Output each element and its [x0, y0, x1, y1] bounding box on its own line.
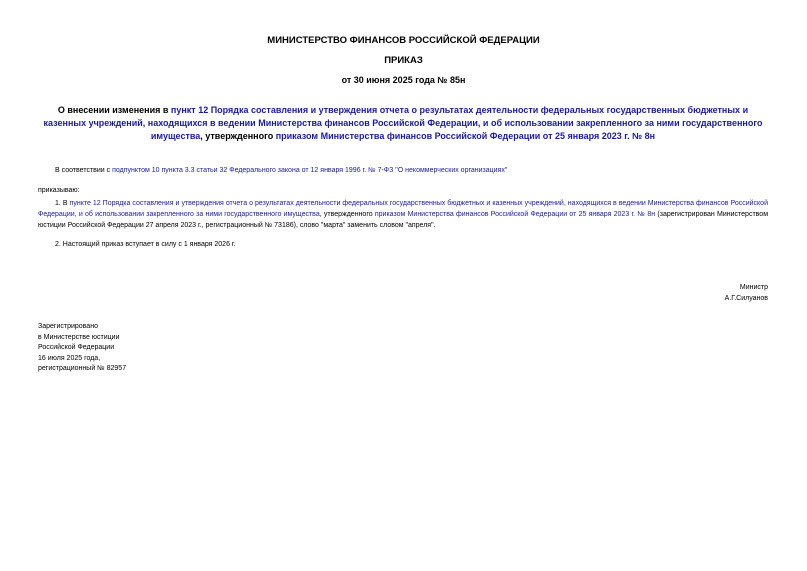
doc-date-number: от 30 июня 2025 года № 85н	[341, 75, 466, 85]
signature-block	[725, 282, 768, 304]
registration-block	[38, 322, 126, 375]
item1-middle: , утвержденного	[319, 211, 375, 218]
title-link-order[interactable]: приказом Министерства финансов Российской Федерации от 25 января 2023 г. № 8н	[275, 131, 656, 141]
signatory-position: Министр	[739, 284, 768, 291]
item-2: 2. Настоящий приказ вступает в силу с 1 января 2026 г.	[55, 241, 236, 248]
registration-line-3: Российской Федерации	[38, 344, 115, 351]
registration-line-1: Зарегистрировано	[38, 323, 98, 330]
item1-prefix: 1. В	[55, 200, 70, 207]
item1-suffix: (зарегистрирован Министерством юстиции Российской Федерации 27 апреля 2023 г., регистрационный № 73186), слово "марта" заменить словом "апреля".	[38, 211, 769, 229]
signatory-name: А.Г.Силуанов	[724, 295, 768, 302]
legal-basis	[55, 167, 507, 174]
title-link-procedure[interactable]: пункт 12 Порядка составления и утверждения отчета о результатах деятельности федеральных государственных бюджетных и казенных учреждений, находящихся в ведении Министерства финансов Российской Федерации, и об использовании закрепленного за ними государственного имущества	[43, 105, 763, 141]
ministry-name: МИНИСТЕРСТВО ФИНАНСОВ РОССИЙСКОЙ ФЕДЕРАЦИИ	[267, 35, 540, 46]
title-text-2: , утвержденного	[200, 131, 276, 141]
item-1	[38, 198, 768, 231]
item1-order-link[interactable]: приказом Министерства финансов Российской Федерации от 25 января 2023 г. № 8н	[374, 211, 656, 218]
basis-prefix: В соответствии с	[55, 167, 113, 174]
basis-law-link[interactable]: подпунктом 10 пункта 3.3 статьи 32 Федерального закона от 12 января 1996 г. № 7-ФЗ "О некоммерческих организациях"	[112, 167, 508, 174]
title-text-1: О внесении изменения в	[57, 105, 171, 115]
doc-type: ПРИКАЗ	[384, 55, 423, 66]
order-word: приказываю:	[38, 187, 80, 194]
registration-line-4: 16 июля 2025 года,	[38, 354, 101, 362]
item1-procedure-link[interactable]: пункте 12 Порядка составления и утверждения отчета о результатах деятельности федеральных государственных бюджетных и казенных учреждений, находящихся в ведении Министерства финансов Российской Федерации, и об использовании закрепленного за ними государственного имущества	[38, 200, 768, 218]
registration-line-5: регистрационный № 82957	[38, 365, 127, 372]
registration-line-2: в Министерстве юстиции	[38, 333, 120, 341]
document-title	[38, 104, 768, 143]
